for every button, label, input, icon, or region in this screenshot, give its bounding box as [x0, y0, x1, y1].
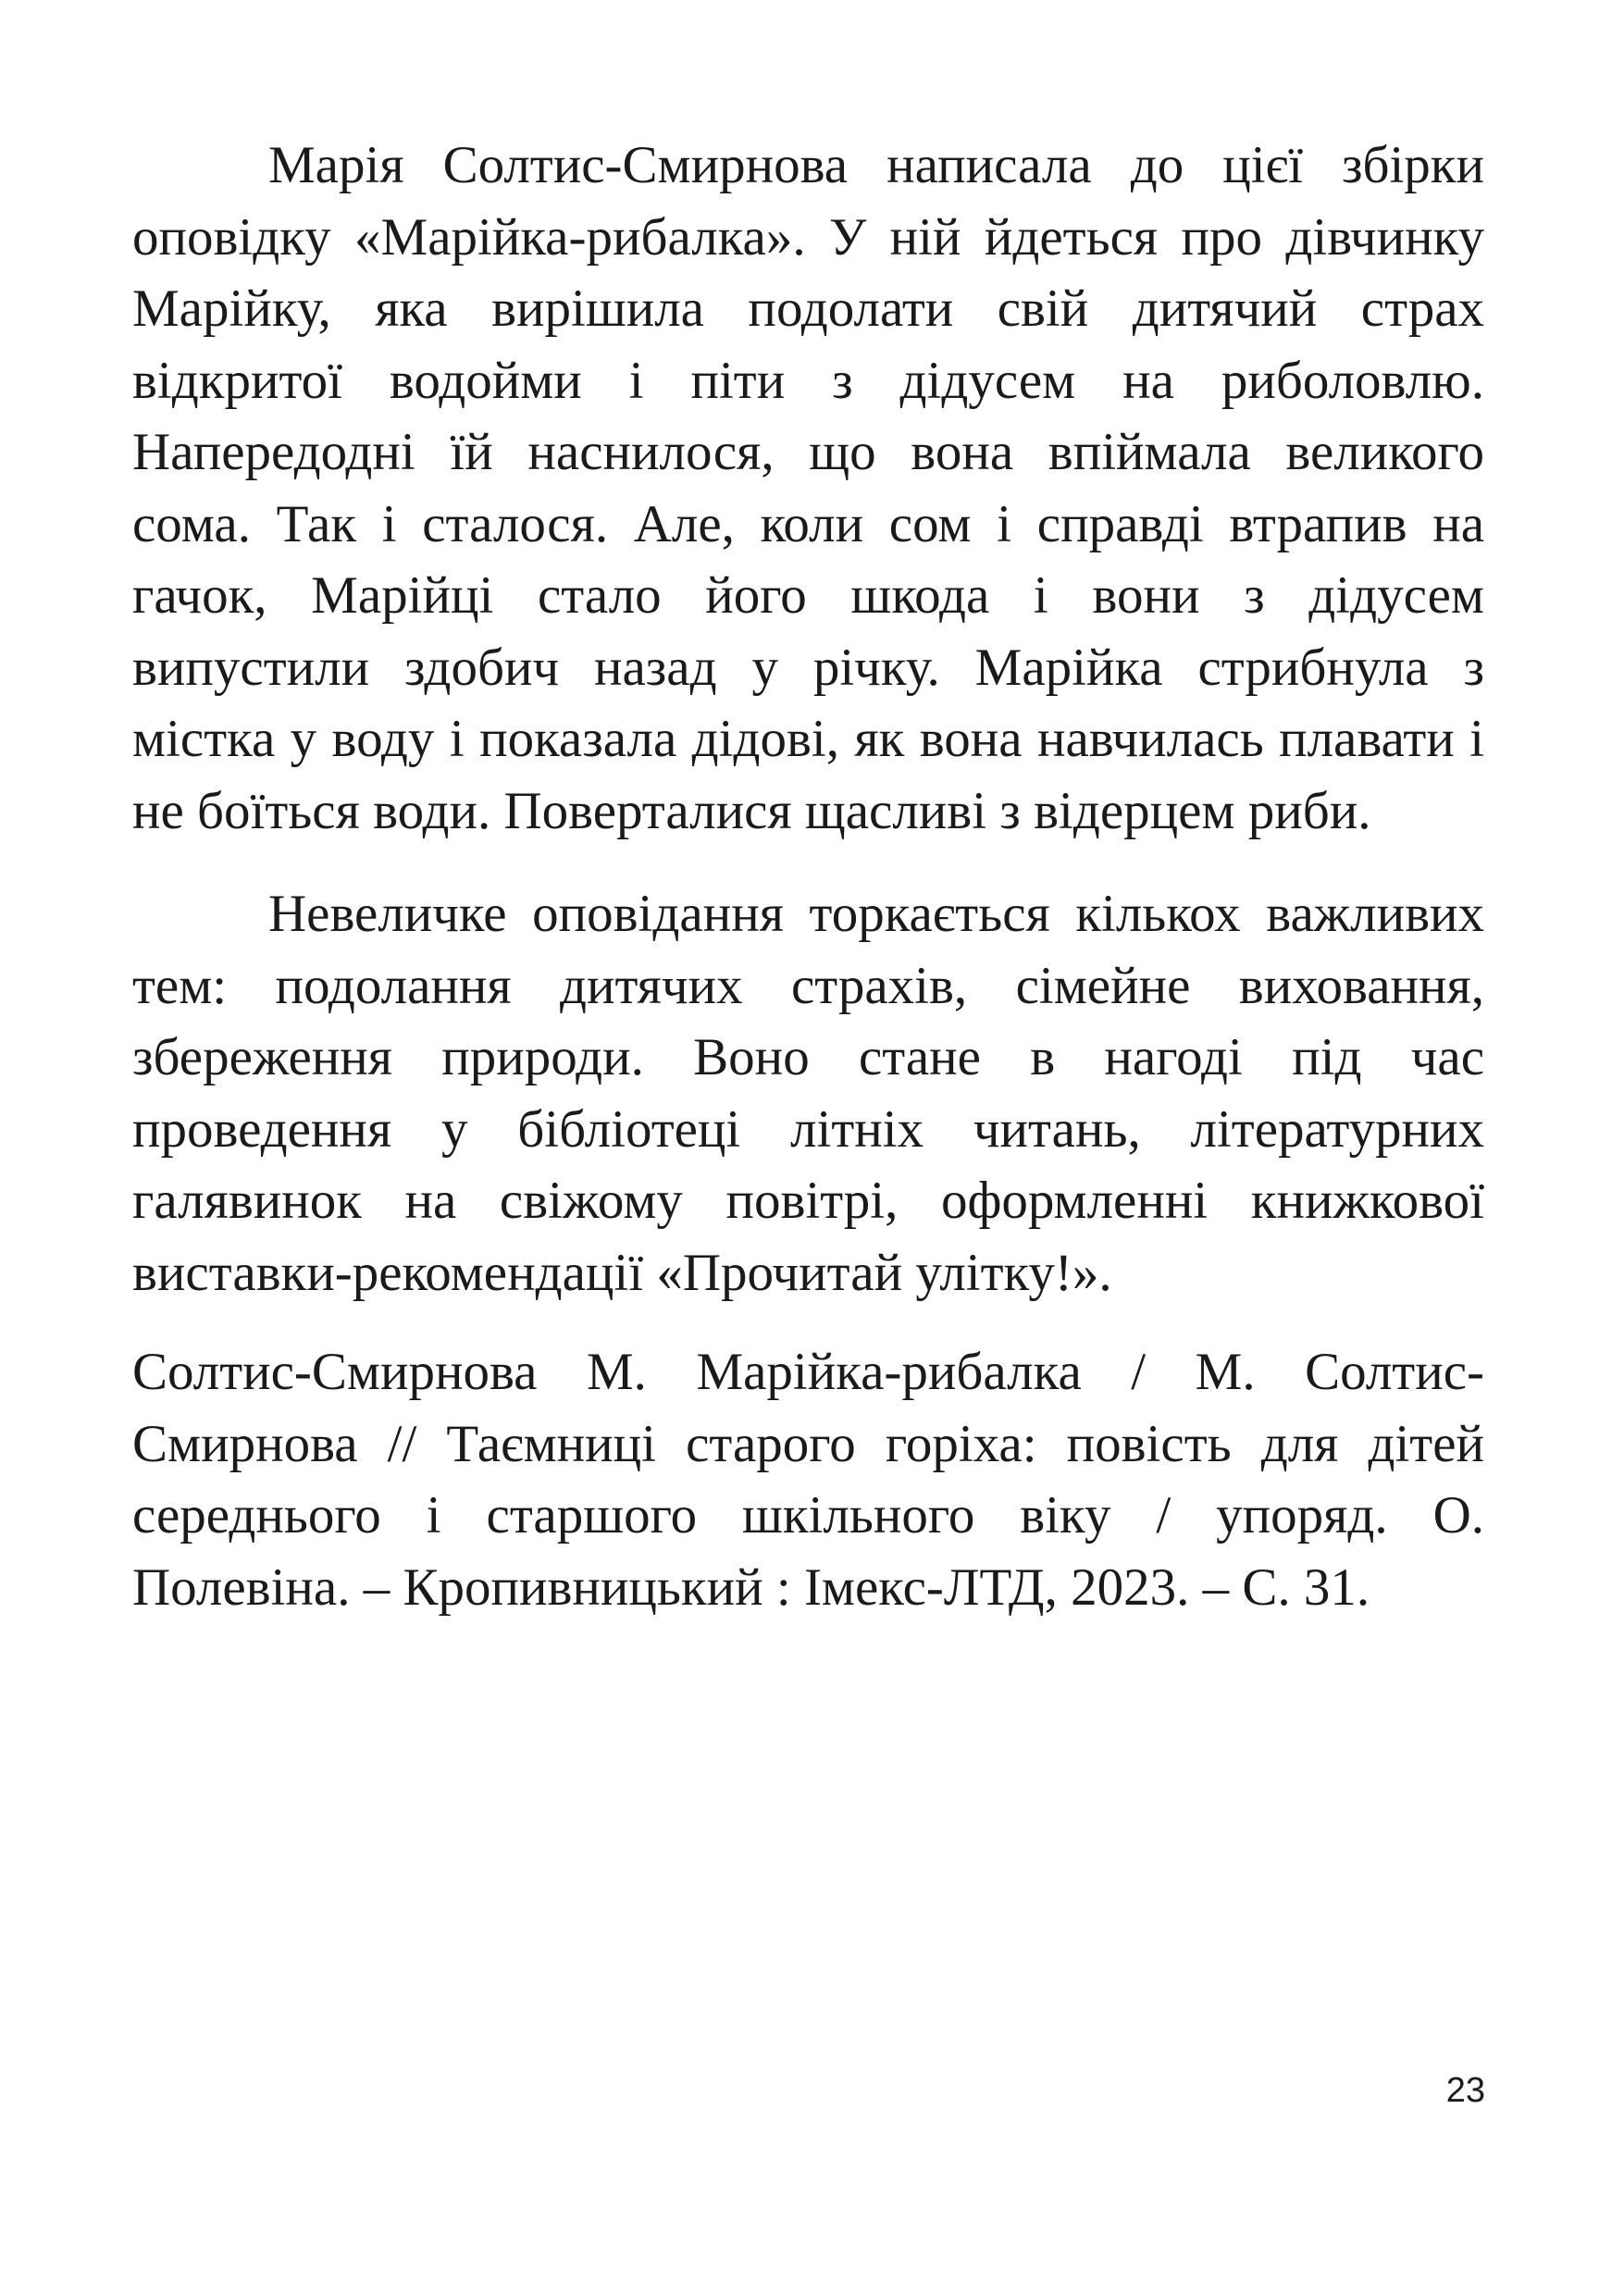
page-number: 23 — [1445, 2071, 1485, 2110]
paragraph-story-summary: Марія Солтис-Смирнова написала до цієї збірки оповідку «Марійка-рибалка». У ній йдеться про дівчинку Марійку, яка вирішила подолати свій дитячий страх відкритої водойми і піти з дідусем на риболовлю. Напередодні їй наснилося, що вона впіймала великого сома. Так і сталося. Але, коли сом і справді втрапив на гачок, Марійці стало його шкода і вони з дідусем випустили здобич назад у річку. Марійка стрибнула з містка у воду і показала дідові, як вона навчилась плавати і не боїться води. Поверталися щасливі з відерцем риби. — [132, 136, 1484, 840]
paragraph-story-themes: Невеличке оповідання торкається кількох важливих тем: подолання дитячих страхів, сімейне виховання, збереження природи. Воно стане в нагоді під час проведення у бібліотеці літніх читань, літературних галявинок на свіжому повітрі, оформленні книжкової виставки-рекомендації «Прочитай улітку!». — [132, 885, 1484, 1302]
bibliographic-reference: Солтис-Смирнова М. Марійка-рибалка / М. Солтис-Смирнова // Таємниці старого горіха: повість для дітей середнього і старшого шкільного віку / упоряд. О. Полевіна. – Кропивницький : Імекс-ЛТД, 2023. – С. 31. — [132, 1343, 1484, 1617]
page-content — [132, 130, 1484, 1623]
